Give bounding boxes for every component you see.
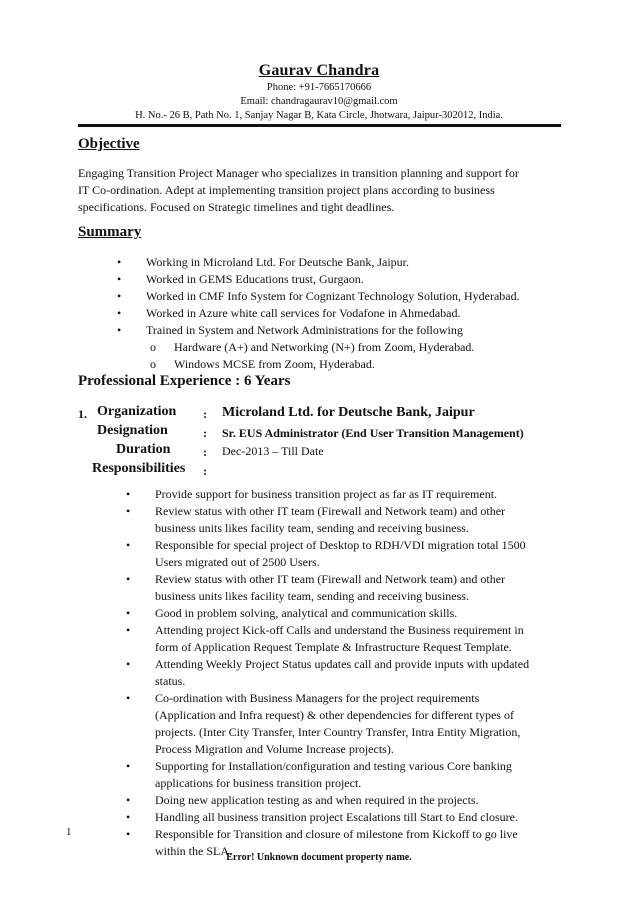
list-item xyxy=(117,288,520,305)
responsibility-line: status. xyxy=(155,674,186,688)
bullet-icon: • xyxy=(117,323,122,337)
responsibility-line: Process Migration and Volume Increase projects). xyxy=(155,742,394,756)
responsibility-line: Review status with other IT team (Firewall and Network team) and other xyxy=(155,572,506,586)
responsibility-line: (Application and Infra request) & other dependencies for different types of xyxy=(155,708,514,722)
email-line: Email: chandragaurav10@gmail.com xyxy=(240,96,398,107)
responsibility-line: Supporting for Installation/configuration and testing various Core banking xyxy=(155,759,512,773)
page-number: 1 xyxy=(66,826,72,838)
designation-colon: : xyxy=(203,426,207,440)
list-item xyxy=(126,605,561,622)
list-item xyxy=(126,690,561,758)
bullet-icon: • xyxy=(117,272,122,286)
address-line: H. No.- 26 B, Path No. 1, Sanjay Nagar B, Kata Circle, Jhotwara, Jaipur-302012, India. xyxy=(135,110,503,121)
organization-value: Microland Ltd. for Deutsche Bank, Jaipur xyxy=(222,405,475,420)
bullet-icon: • xyxy=(117,255,122,269)
bullet-icon: • xyxy=(126,487,131,501)
responsibility-line: Handling all business transition project Escalations till Start to End closure. xyxy=(155,810,518,824)
responsibility-line: Co-ordination with Business Managers for the project requirements xyxy=(155,691,480,705)
summary-list xyxy=(117,254,520,339)
list-item xyxy=(150,356,474,373)
experience-number: 1. xyxy=(78,407,87,421)
summary-item-text: Worked in GEMS Educations trust, Gurgaon. xyxy=(146,272,364,286)
bullet-icon: • xyxy=(117,306,122,320)
responsibility-line: business units likes facility team, sending and receiving business. xyxy=(155,589,469,603)
summary-sub-list xyxy=(150,339,475,373)
responsibilities-list xyxy=(126,486,561,860)
responsibilities-label: Responsibilities xyxy=(92,461,186,476)
responsibility-line: Review status with other IT team (Firewall and Network team) and other xyxy=(155,504,506,518)
responsibility-line: business units likes facility team, sending and receiving business. xyxy=(155,521,469,535)
phone-line: Phone: +91-7665170666 xyxy=(266,82,372,93)
designation-label: Designation xyxy=(97,423,168,438)
duration-value: Dec-2013 – Till Date xyxy=(222,444,324,458)
duration-colon: : xyxy=(203,445,207,459)
bullet-icon: • xyxy=(126,657,131,671)
bullet-icon: • xyxy=(126,810,131,824)
responsibility-line: Responsible for special project of Desktop to RDH/VDI migration total 1500 xyxy=(155,538,526,552)
list-item xyxy=(126,809,561,826)
duration-label: Duration xyxy=(116,442,171,457)
bullet-icon: • xyxy=(126,827,131,841)
organization-colon: : xyxy=(203,407,207,421)
list-item xyxy=(126,537,561,571)
summary-sub-item-text: Hardware (A+) and Networking (N+) from Zoom, Hyderabad. xyxy=(174,340,475,354)
bullet-icon: • xyxy=(126,691,131,705)
list-item xyxy=(117,322,520,339)
responsibility-line: Doing new application testing as and when required in the projects. xyxy=(155,793,479,807)
summary-item-text: Worked in Azure white call services for Vodafone in Ahmedabad. xyxy=(146,306,461,320)
responsibility-line: Attending project Kick-off Calls and understand the Business requirement in xyxy=(155,623,524,637)
responsibility-line: Users migrated out of 2500 Users. xyxy=(155,555,320,569)
header-divider xyxy=(78,124,561,127)
list-item xyxy=(117,271,520,288)
responsibility-line: Good in problem solving, analytical and communication skills. xyxy=(155,606,458,620)
bullet-icon: • xyxy=(126,572,131,586)
summary-sub-item-text: Windows MCSE from Zoom, Hyderabad. xyxy=(174,357,375,371)
responsibility-line: applications for business transition project. xyxy=(155,776,362,790)
bullet-icon: • xyxy=(117,289,122,303)
list-item xyxy=(126,792,561,809)
bullet-icon: • xyxy=(126,504,131,518)
responsibility-line: form of Application Request Template & Infrastructure Request Template. xyxy=(155,640,512,654)
organization-label: Organization xyxy=(97,404,177,419)
summary-item-text: Working in Microland Ltd. For Deutsche Bank, Jaipur. xyxy=(146,255,409,269)
list-item xyxy=(126,656,561,690)
bullet-icon: • xyxy=(126,538,131,552)
experience-heading: Professional Experience : 6 Years xyxy=(78,373,291,389)
summary-item-text: Worked in CMF Info System for Cognizant Technology Solution, Hyderabad. xyxy=(146,289,520,303)
summary-heading: Summary xyxy=(78,224,142,240)
circle-bullet-icon: o xyxy=(150,357,156,371)
bullet-icon: • xyxy=(126,793,131,807)
list-item xyxy=(126,758,561,792)
objective-heading: Objective xyxy=(78,136,140,152)
responsibility-line: Responsible for Transition and closure of milestone from Kickoff to go live xyxy=(155,827,518,841)
summary-item-text: Trained in System and Network Administrations for the following xyxy=(146,323,463,337)
objective-line: IT Co-ordination. Adept at implementing transition project plans according to business xyxy=(78,183,495,197)
candidate-name: Gaurav Chandra xyxy=(258,62,380,79)
circle-bullet-icon: o xyxy=(150,340,156,354)
bullet-icon: • xyxy=(126,606,131,620)
list-item xyxy=(126,571,561,605)
bullet-icon: • xyxy=(126,759,131,773)
objective-line: Engaging Transition Project Manager who specializes in transition planning and support for xyxy=(78,166,519,180)
list-item xyxy=(126,622,561,656)
responsibility-line: Provide support for business transition project as far as IT requirement. xyxy=(155,487,498,501)
list-item xyxy=(126,503,561,537)
footer-text: Error! Unknown document property name. xyxy=(226,852,412,863)
list-item xyxy=(117,254,520,271)
responsibility-line: Attending Weekly Project Status updates call and provide inputs with updated xyxy=(155,657,530,671)
list-item xyxy=(117,305,520,322)
designation-value: Sr. EUS Administrator (End User Transition Management) xyxy=(222,426,524,440)
responsibility-line: projects. (Inter City Transfer, Inter Country Transfer, Intra Entity Migration, xyxy=(155,725,521,739)
list-item xyxy=(150,339,475,356)
bullet-icon: • xyxy=(126,623,131,637)
objective-line: specifications. Focused on Strategic timelines and tight deadlines. xyxy=(78,200,395,214)
objective-text xyxy=(78,165,561,216)
list-item xyxy=(126,486,561,503)
responsibility-line: within the SLA. xyxy=(155,844,232,858)
responsibilities-colon: : xyxy=(203,464,207,478)
